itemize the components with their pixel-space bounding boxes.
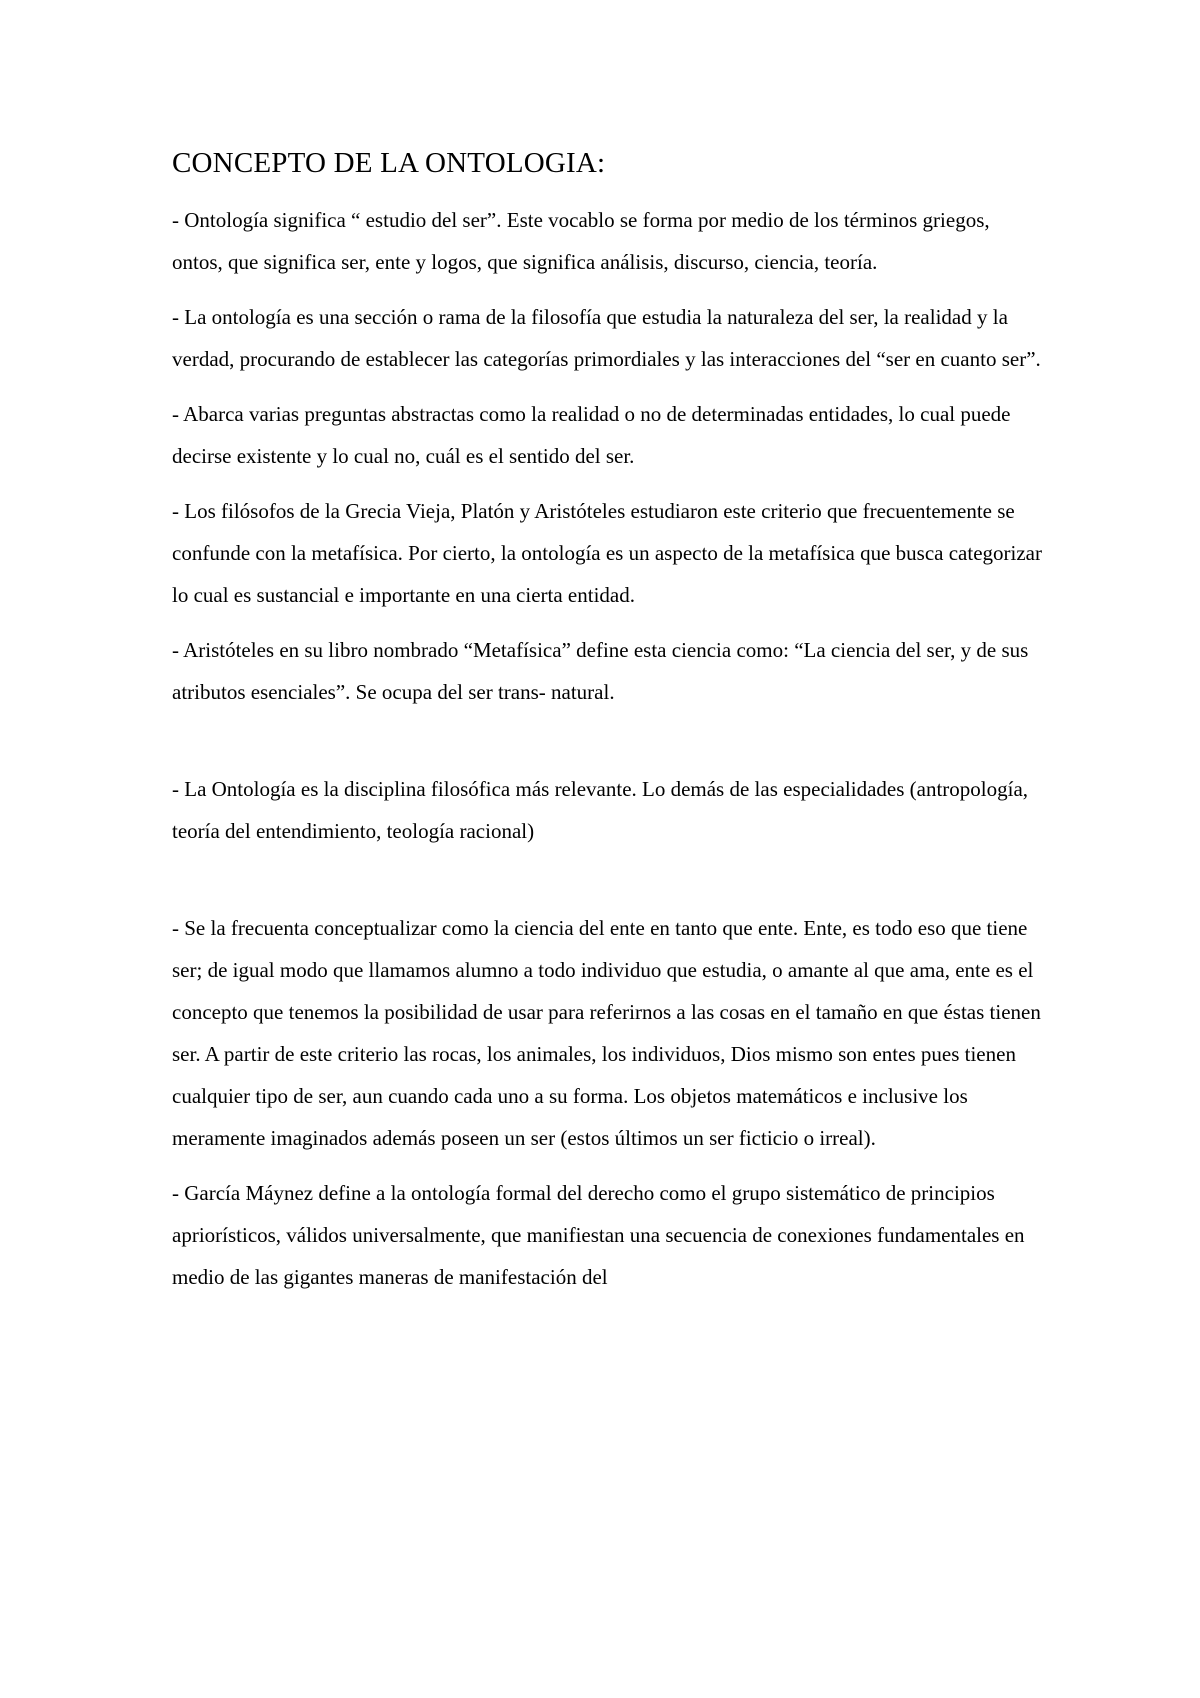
paragraph-2: - La ontología es una sección o rama de la filosofía que estudia la naturaleza del ser, la realidad y la verdad, procurando de establecer las categorías primordiales y las interacciones del “ser en cuanto ser”. (172, 304, 1041, 371)
paragraph-4: - Los filósofos de la Grecia Vieja, Platón y Aristóteles estudiaron este criterio que frecuentemente se confunde con la metafísica. Por cierto, la ontología es un aspecto de la metafísica que busca categorizar lo cual es sustancial e importante en una cierta entidad. (172, 498, 1042, 607)
paragraph-3: - Abarca varias preguntas abstractas como la realidad o no de determinadas entidades, lo cual puede decirse existente y lo cual no, cuál es el sentido del ser. (172, 401, 1011, 468)
document-body (172, 146, 1042, 1311)
paragraph-1: - Ontología significa “ estudio del ser”. Este vocablo se forma por medio de los términos griegos, ontos, que significa ser, ente y logos, que significa análisis, discurso, ciencia, teoría. (172, 207, 990, 274)
paragraph-6: - La Ontología es la disciplina filosófica más relevante. Lo demás de las especialidades (antropología, teoría del entendimiento, teología racional) (172, 776, 1029, 843)
paragraph-8: - García Máynez define a la ontología formal del derecho como el grupo sistemático de principios apriorísticos, válidos universalmente, que manifiestan una secuencia de conexiones fundamentales en medio de las gigantes maneras de manifestación del (172, 1180, 1025, 1289)
paragraph-7: - Se la frecuenta conceptualizar como la ciencia del ente en tanto que ente. Ente, es todo eso que tiene ser; de igual modo que llamamos alumno a todo individuo que estudia, o amante al que ama, ente es el concepto que tenemos la posibilidad de usar para referirnos a las cosas en el tamaño en que éstas tienen ser. A partir de este criterio las rocas, los animales, los individuos, Dios mismo son entes pues tienen cualquier tipo de ser, aun cuando cada uno a su forma. Los objetos matemáticos e inclusive los meramente imaginados además poseen un ser (estos últimos un ser ficticio o irreal). (172, 915, 1041, 1150)
document-title: CONCEPTO DE LA ONTOLOGIA: (172, 147, 606, 179)
paragraph-5: - Aristóteles en su libro nombrado “Metafísica” define esta ciencia como: “La ciencia del ser, y de sus atributos esenciales”. Se ocupa del ser trans- natural. (172, 637, 1029, 704)
